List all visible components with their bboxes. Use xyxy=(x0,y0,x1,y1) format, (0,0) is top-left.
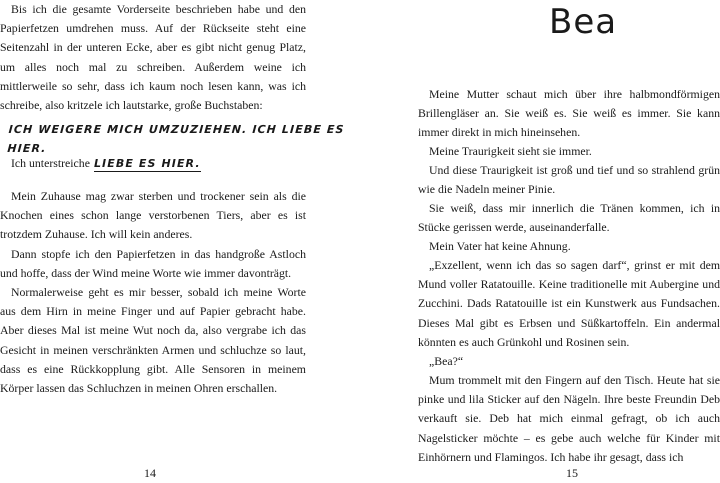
handwritten-line xyxy=(8,120,360,158)
underline-paragraph xyxy=(0,154,306,173)
right-paragraph: Sie weiß, dass mir innerlich die Tränen kommen, ich in Stücke gerissen werde, auseinanderfalle. xyxy=(418,201,720,235)
paragraph-1: Bis ich die gesamte Vorderseite beschrieben habe und den Papierfetzen umdrehen muss. Auf der Rückseite steht eine Seitenzahl in der unteren Ecke, aber es gibt nicht genug Platz, um alles noch mal zu schreiben. Außerdem weine ich mittlerweile so sehr, dass ich kaum noch lesen kann, was ich schreibe, also kritzele ich lautstarke, große Buchstaben: xyxy=(0,2,306,113)
handwritten-text: ICH WEIGERE MICH UMZUZIEHEN. ICH LIEBE ES HIER. xyxy=(6,123,345,155)
right-paragraph: Mum trommelt mit den Fingern auf den Tisch. Heute hat sie pinke und lila Sticker auf den Nägeln. Ihre beste Freundin Deb verkauft sie. Deb hat mich einmal gefragt, ob ich auch Nagelsticker möchte – es gebe auch welche für Kinder mit Einhörnern und Flamingos. Ich habe ihr gesagt, dass ich xyxy=(418,373,720,464)
page-number-right: 15 xyxy=(566,466,578,480)
right-paragraph: Meine Mutter schaut mich über ihre halbmondförmigen Brillengläser an. Sie weiß es. Sie weiß es immer. Sie kann immer direkt in mich hineinsehen. xyxy=(418,87,720,140)
paragraph-4: Normalerweise geht es mir besser, sobald ich meine Worte aus dem Hirn in meine Finger und auf Papier gebracht habe. Aber dieses Mal ist meine Wut noch da, also vergrabe ich das Gesicht in meinen verschränkten Armen und schluchze so laut, dass es eine Rückkopplung gibt. Alle Sensoren in meinem Körper lassen das Schluchzen in meinen Ohren erschallen. xyxy=(0,285,306,396)
paragraph-3: Dann stopfe ich den Papierfetzen in das handgroße Astloch und hoffe, dass der Wind meine Worte wie immer davonträgt. xyxy=(0,247,306,281)
right-paragraph: „Bea?“ xyxy=(429,354,464,368)
right-paragraph: Mein Vater hat keine Ahnung. xyxy=(429,239,571,253)
underline-intro: Ich unterstreiche xyxy=(11,156,90,170)
page-number-left: 14 xyxy=(144,466,156,480)
paragraph-2: Mein Zuhause mag zwar sterben und trockener sein als die Knochen eines schon lange verstorbenen Tiers, aber es ist trotzdem Zuhause. Ich will kein anderes. xyxy=(0,189,306,242)
right-paragraph: „Exzellent, wenn ich das so sagen darf“, grinst er mit dem Mund voller Ratatouille. Keine traditionelle mit Aubergine und Zucchini. Dads Ratatouille ist ein Kunstwerk aus Fundsachen. Dieses Mal gibt es Erbsen und Süßkartoffeln. Ein andermal könnten es auch Grünkohl und Rosinen sein. xyxy=(418,258,720,349)
right-paragraph: Und diese Traurigkeit ist groß und tief und so strahlend grün wie die Nadeln meiner Pinie. xyxy=(418,163,720,197)
right-paragraph: Meine Traurigkeit sieht sie immer. xyxy=(429,144,592,158)
chapter-title: Bea xyxy=(549,2,618,42)
underlined-handwriting: LIEBE ES HIER. xyxy=(93,157,201,170)
